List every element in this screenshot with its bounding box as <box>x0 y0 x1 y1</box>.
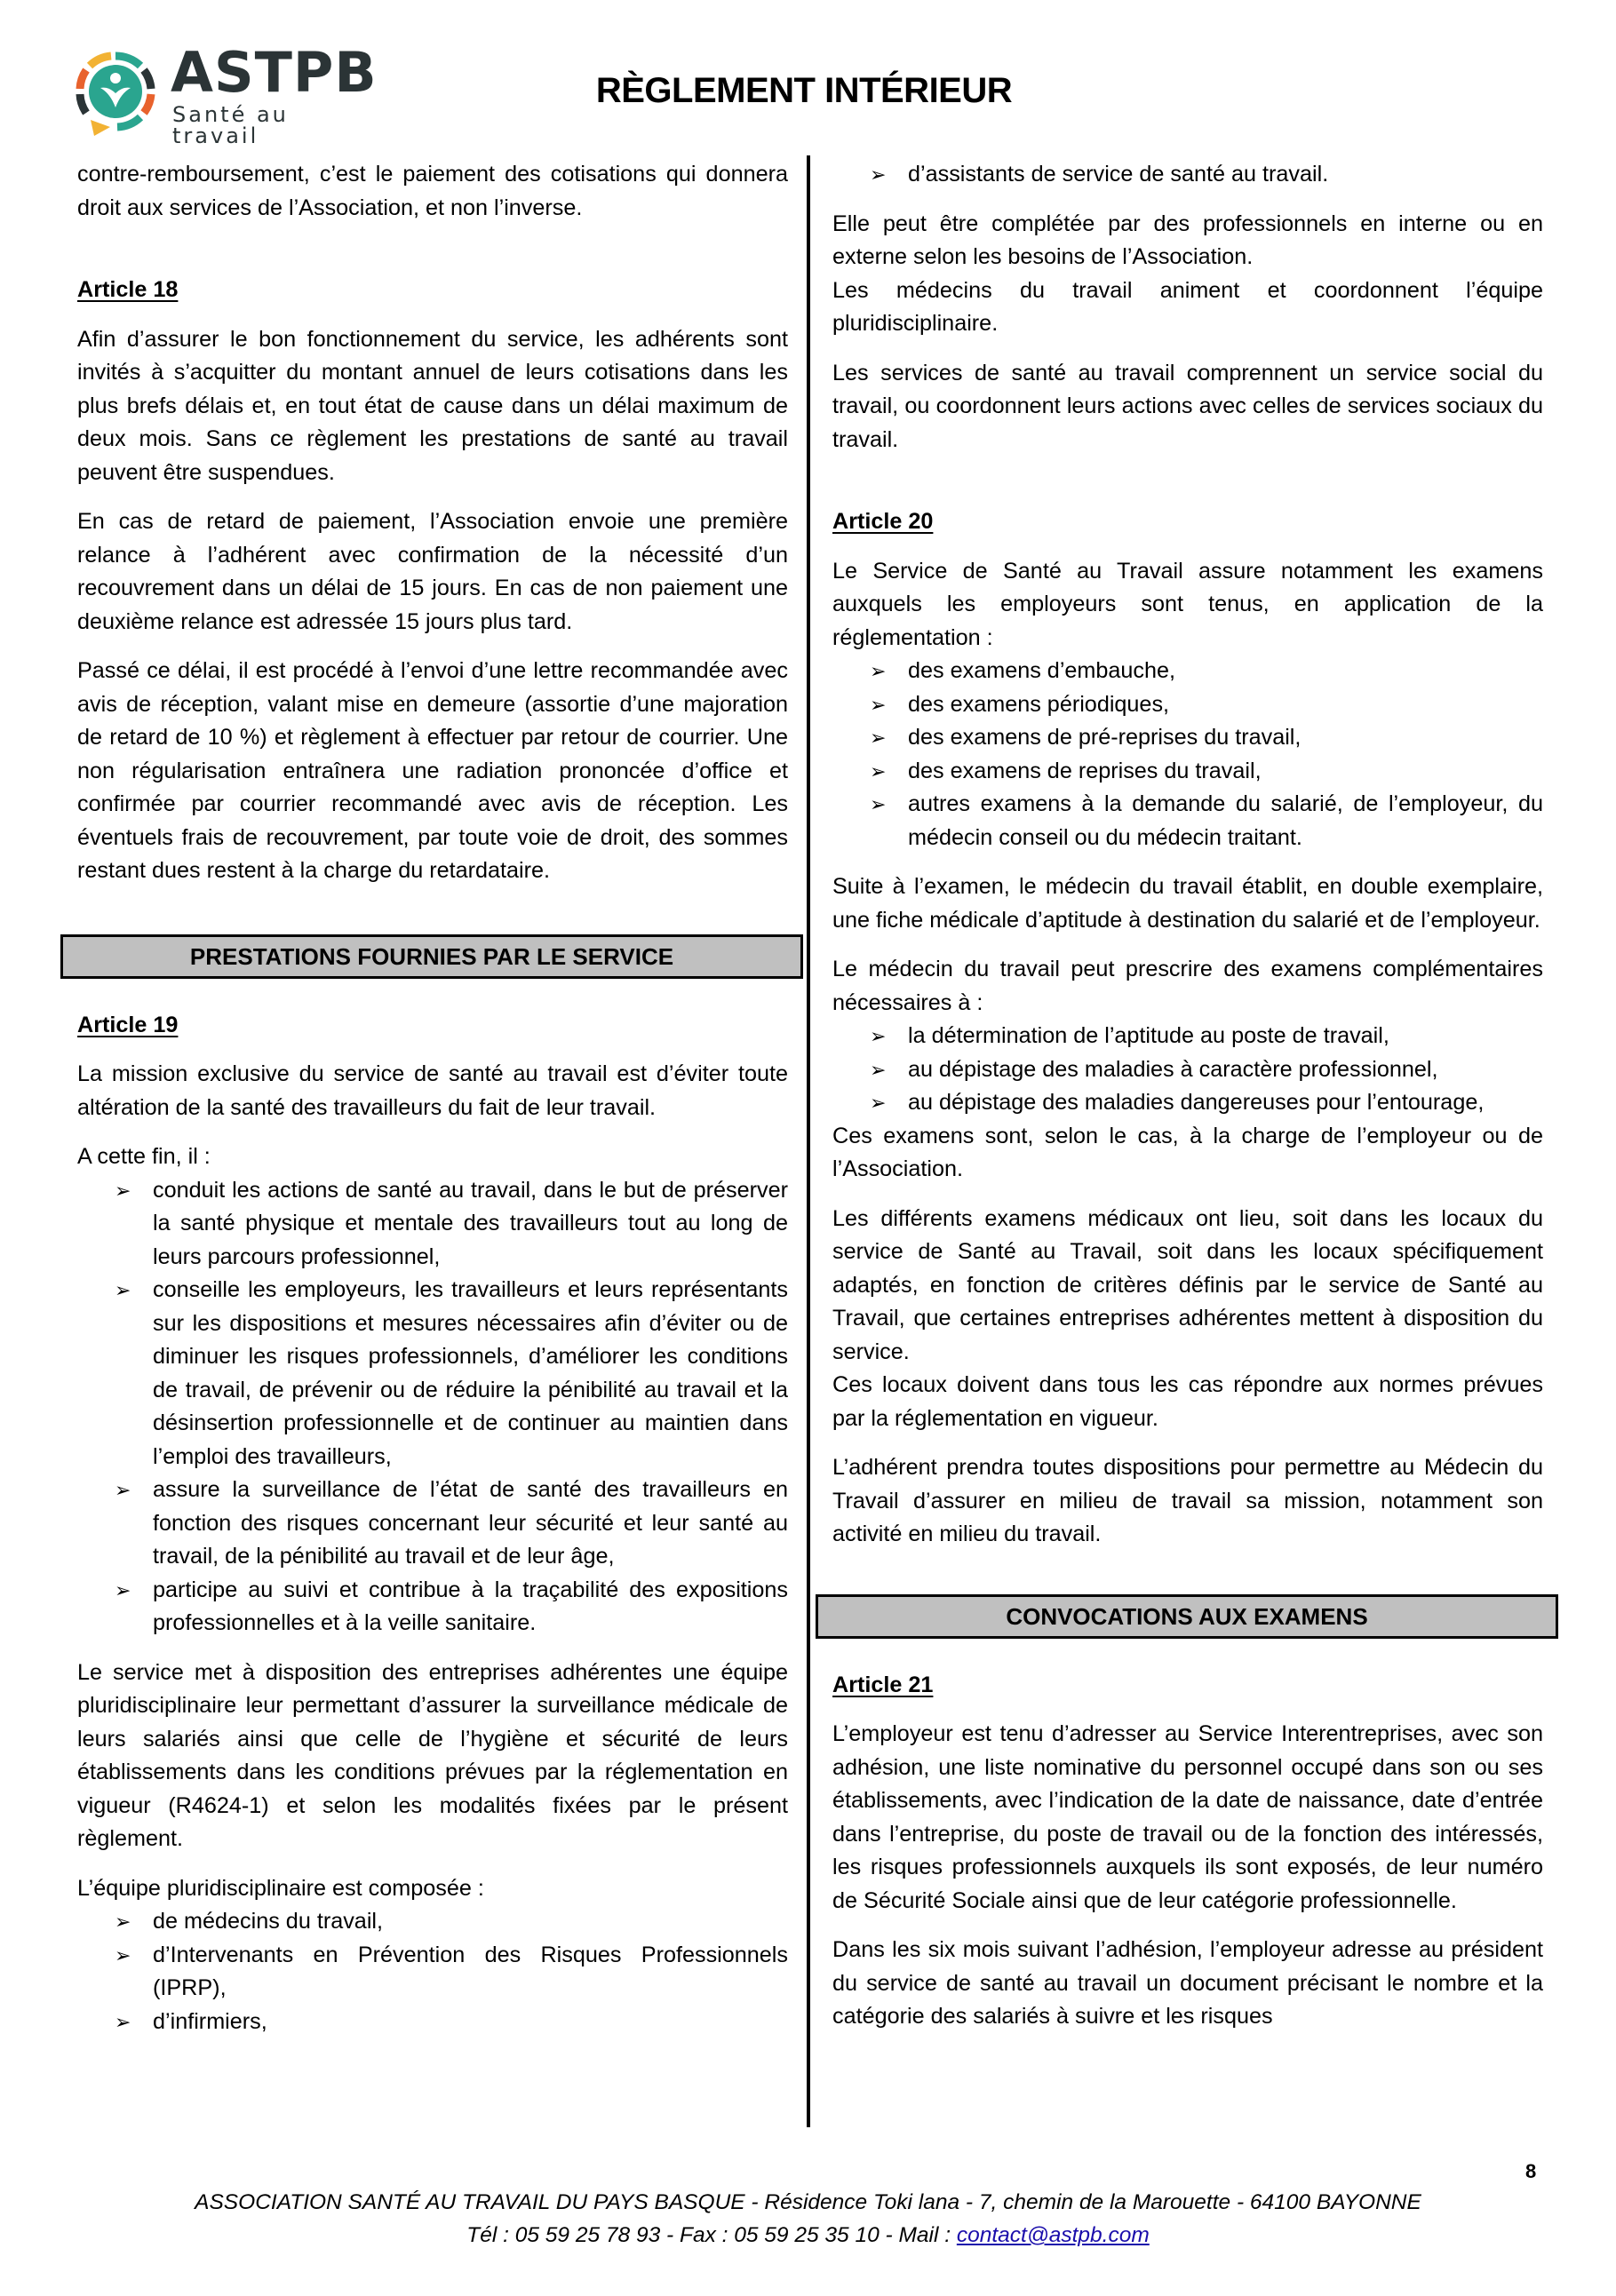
section-heading-prestations: PRESTATIONS FOURNIES PAR LE SERVICE <box>60 934 803 979</box>
email-link[interactable]: contact@astpb.com <box>956 2223 1150 2247</box>
list-item: ➢ d’assistants de service de santé au travail. <box>908 158 1543 192</box>
list-item: ➢ des examens de reprises du travail, <box>908 755 1543 789</box>
intro-paragraph: contre-remboursement, c’est le paiement des cotisations qui donnera droit aux services de l’Association, et non l’inverse. <box>77 162 788 220</box>
list-item: ➢ conduit les actions de santé au travail, dans le but de préserver la santé physique et mentale des travailleurs tout au long de leurs parcours professionnel, <box>153 1174 788 1275</box>
article-19-heading: Article 19 <box>77 1012 179 1037</box>
list-item: ➢ d’Intervenants en Prévention des Risques Professionnels (IPRP), <box>153 1939 788 2006</box>
paragraph: Elle peut être complétée par des professionnels en interne ou en externe selon les besoins de l’Association. <box>832 211 1543 269</box>
list-item: ➢ la détermination de l’aptitude au poste de travail, <box>908 1020 1543 1053</box>
article-18-paragraph: Afin d’assurer le bon fonctionnement du service, les adhérents sont invités à s’acquitter du montant annuel de leurs cotisations dans les plus brefs délais et, en tout état de cause dans un délai maximum de deux mois. Sans ce règlement les prestations de santé au travail peuvent être suspendues. <box>77 326 788 485</box>
list-item: ➢ au dépistage des maladies à caractère professionnel, <box>908 1053 1543 1087</box>
paragraph: Les médecins du travail animent et coordonnent l’équipe pluridisciplinaire. <box>832 277 1543 336</box>
list-item: ➢ conseille les employeurs, les travailleurs et leurs représentants sur les dispositions et mesures nécessaires afin d’éviter ou de diminuer les risques professionnels, d’améliorer les conditions de travail, de prévenir ou de réduire la pénibilité au travail et la désinsertion professionnelle et de continuer au maintien dans l’emploi des travailleurs, <box>153 1274 788 1474</box>
arrow-bullet-icon: ➢ <box>115 1911 131 1933</box>
article-20-paragraph: Suite à l’examen, le médecin du travail établit, en double exemplaire, une fiche médicale d’aptitude à destination du salarié et de l’employeur. <box>832 874 1543 933</box>
list-item: ➢ au dépistage des maladies dangereuses pour l’entourage, <box>908 1086 1543 1120</box>
article-19-paragraph: L’équipe pluridisciplinaire est composée : <box>77 1875 484 1901</box>
arrow-bullet-icon: ➢ <box>870 660 887 682</box>
list-item: ➢ des examens de pré-reprises du travail, <box>908 721 1543 755</box>
article-18-heading: Article 18 <box>77 277 179 302</box>
arrow-bullet-icon: ➢ <box>115 1578 131 1601</box>
list-item: ➢ de médecins du travail, <box>153 1905 788 1939</box>
logo-tagline: Santé au travail <box>172 102 289 148</box>
footer-phone-fax: Tél : 05 59 25 78 93 - Fax : 05 59 25 35 10 - Mail : <box>466 2223 957 2247</box>
arrow-bullet-icon: ➢ <box>115 1279 131 1301</box>
arrow-bullet-icon: ➢ <box>870 1092 887 1114</box>
page-number: 8 <box>1525 2160 1537 2182</box>
footer-contact <box>0 2223 1616 2248</box>
exams-list <box>832 655 1543 854</box>
article-18-paragraph: En cas de retard de paiement, l’Association envoie une première relance à l’adhérent avec confirmation de la nécessité d’un recouvrement dans un délai de 15 jours. En cas de non paiement une deuxième relance est adressée 15 jours plus tard. <box>77 509 788 634</box>
arrow-bullet-icon: ➢ <box>870 793 887 815</box>
section-heading-convocations: CONVOCATIONS AUX EXAMENS <box>816 1594 1558 1639</box>
document-title: RÈGLEMENT INTÉRIEUR <box>595 71 1013 110</box>
arrow-bullet-icon: ➢ <box>870 759 887 783</box>
article-21-heading: Article 21 <box>832 1672 934 1697</box>
article-20-paragraph: Le Service de Santé au Travail assure notamment les examens auxquels les employeurs sont tenus, en application de la réglementation : <box>832 558 1543 650</box>
article-20-paragraph: Ces locaux doivent dans tous les cas répondre aux normes prévues par la réglementation en vigueur. <box>832 1372 1543 1431</box>
arrow-bullet-icon: ➢ <box>870 693 887 716</box>
logo-emblem-icon <box>71 49 160 138</box>
article-20-heading: Article 20 <box>832 509 934 534</box>
left-column <box>77 158 788 2038</box>
arrow-bullet-icon: ➢ <box>870 1025 887 1047</box>
arrow-bullet-icon: ➢ <box>115 1179 131 1202</box>
logo-wordmark: ASTPB <box>171 40 378 105</box>
article-18-paragraph: Passé ce délai, il est procédé à l’envoi d’une lettre recommandée avec avis de réception, valant mise en demeure (assortie d’une majoration de retard de 10 %) et règlement à effectuer par retour de courrier. Une non régularisation entraînera une radiation prononcée d’office et confirmée par courrier recommandé avec avis de réception. Les éventuels frais de recouvrement, par toute voie de droit, des sommes restant dues restent à la charge du retardataire. <box>77 658 788 883</box>
list-item: ➢ des examens périodiques, <box>908 688 1543 722</box>
footer-address: ASSOCIATION SANTÉ AU TRAVAIL DU PAYS BASQUE - Résidence Toki lana - 7, chemin de la Marouette - 64100 BAYONNE <box>195 2190 1421 2214</box>
article-21-paragraph: L’employeur est tenu d’adresser au Service Interentreprises, avec son adhésion, une liste nominative du personnel occupé dans son ou ses établissements, avec l’indication de la date de naissance, date d’entrée dans l’entreprise, du poste de travail ou de la fonction des intéressés, les risques professionnels auxquels ils sont exposés, de leur numéro de Sécurité Sociale ainsi que de leur catégorie professionnelle. <box>832 1721 1543 1913</box>
arrow-bullet-icon: ➢ <box>870 727 887 749</box>
arrow-bullet-icon: ➢ <box>870 163 887 186</box>
article-19-paragraph: La mission exclusive du service de santé au travail est d’éviter toute altération de la santé des travailleurs du fait de leur travail. <box>77 1061 788 1120</box>
arrow-bullet-icon: ➢ <box>115 1943 131 1966</box>
list-item: ➢ d’infirmiers, <box>153 2006 788 2039</box>
article-19-paragraph: Le service met à disposition des entreprises adhérentes une équipe pluridisciplinaire leur permettant d’assurer la surveillance médicale de leurs salariés ainsi que celle de l’hygiène et sécurité de leurs établissements dans les conditions prévues par la réglementation en vigueur (R4624-1) et selon les modalités fixées par le présent règlement. <box>77 1659 788 1851</box>
list-item: ➢ assure la surveillance de l’état de santé des travailleurs en fonction des risques concernant leur sécurité et leur santé au travail, de la pénibilité au travail et de leur âge, <box>153 1474 788 1574</box>
complementary-exams-list <box>832 1020 1543 1120</box>
article-21-paragraph: Dans les six mois suivant l’adhésion, l’employeur adresse au président du service de santé au travail un document précisant le nombre et la catégorie des salariés à suivre et les risques <box>832 1937 1543 2029</box>
arrow-bullet-icon: ➢ <box>115 2010 131 2033</box>
article-20-paragraph: Les différents examens médicaux ont lieu, soit dans les locaux du service de Santé au Travail, soit dans les locaux spécifiquement adaptés, en fonction de critères définis par le service de Santé au Travail, que certaines entreprises adhérentes mettent à disposition du service. <box>832 1205 1543 1364</box>
article-19-paragraph: A cette fin, il : <box>77 1144 211 1169</box>
team-list-continued <box>832 158 1543 192</box>
right-column <box>832 158 1543 2050</box>
list-item: ➢ des examens d’embauche, <box>908 655 1543 688</box>
column-divider <box>807 155 810 2127</box>
article-20-paragraph: L’adhérent prendra toutes dispositions pour permettre au Médecin du Travail d’assurer en milieu de travail sa mission, notamment son activité en milieu du travail. <box>832 1455 1543 1546</box>
astpb-logo <box>73 40 378 148</box>
arrow-bullet-icon: ➢ <box>115 1479 131 1501</box>
article-20-paragraph: Ces examens sont, selon le cas, à la charge de l’employeur ou de l’Association. <box>832 1123 1543 1181</box>
arrow-bullet-icon: ➢ <box>870 1058 887 1081</box>
article-20-paragraph: Le médecin du travail peut prescrire des examens complémentaires nécessaires à : <box>832 957 1543 1015</box>
missions-list <box>77 1174 788 1641</box>
list-item: ➢ participe au suivi et contribue à la traçabilité des expositions professionnelles et à la veille sanitaire. <box>153 1574 788 1641</box>
list-item: ➢ autres examens à la demande du salarié, de l’employeur, du médecin conseil ou du médecin traitant. <box>908 788 1543 854</box>
paragraph: Les services de santé au travail comprennent un service social du travail, ou coordonnent leurs actions avec celles de services sociaux du travail. <box>832 360 1543 452</box>
team-list <box>77 1905 788 2038</box>
